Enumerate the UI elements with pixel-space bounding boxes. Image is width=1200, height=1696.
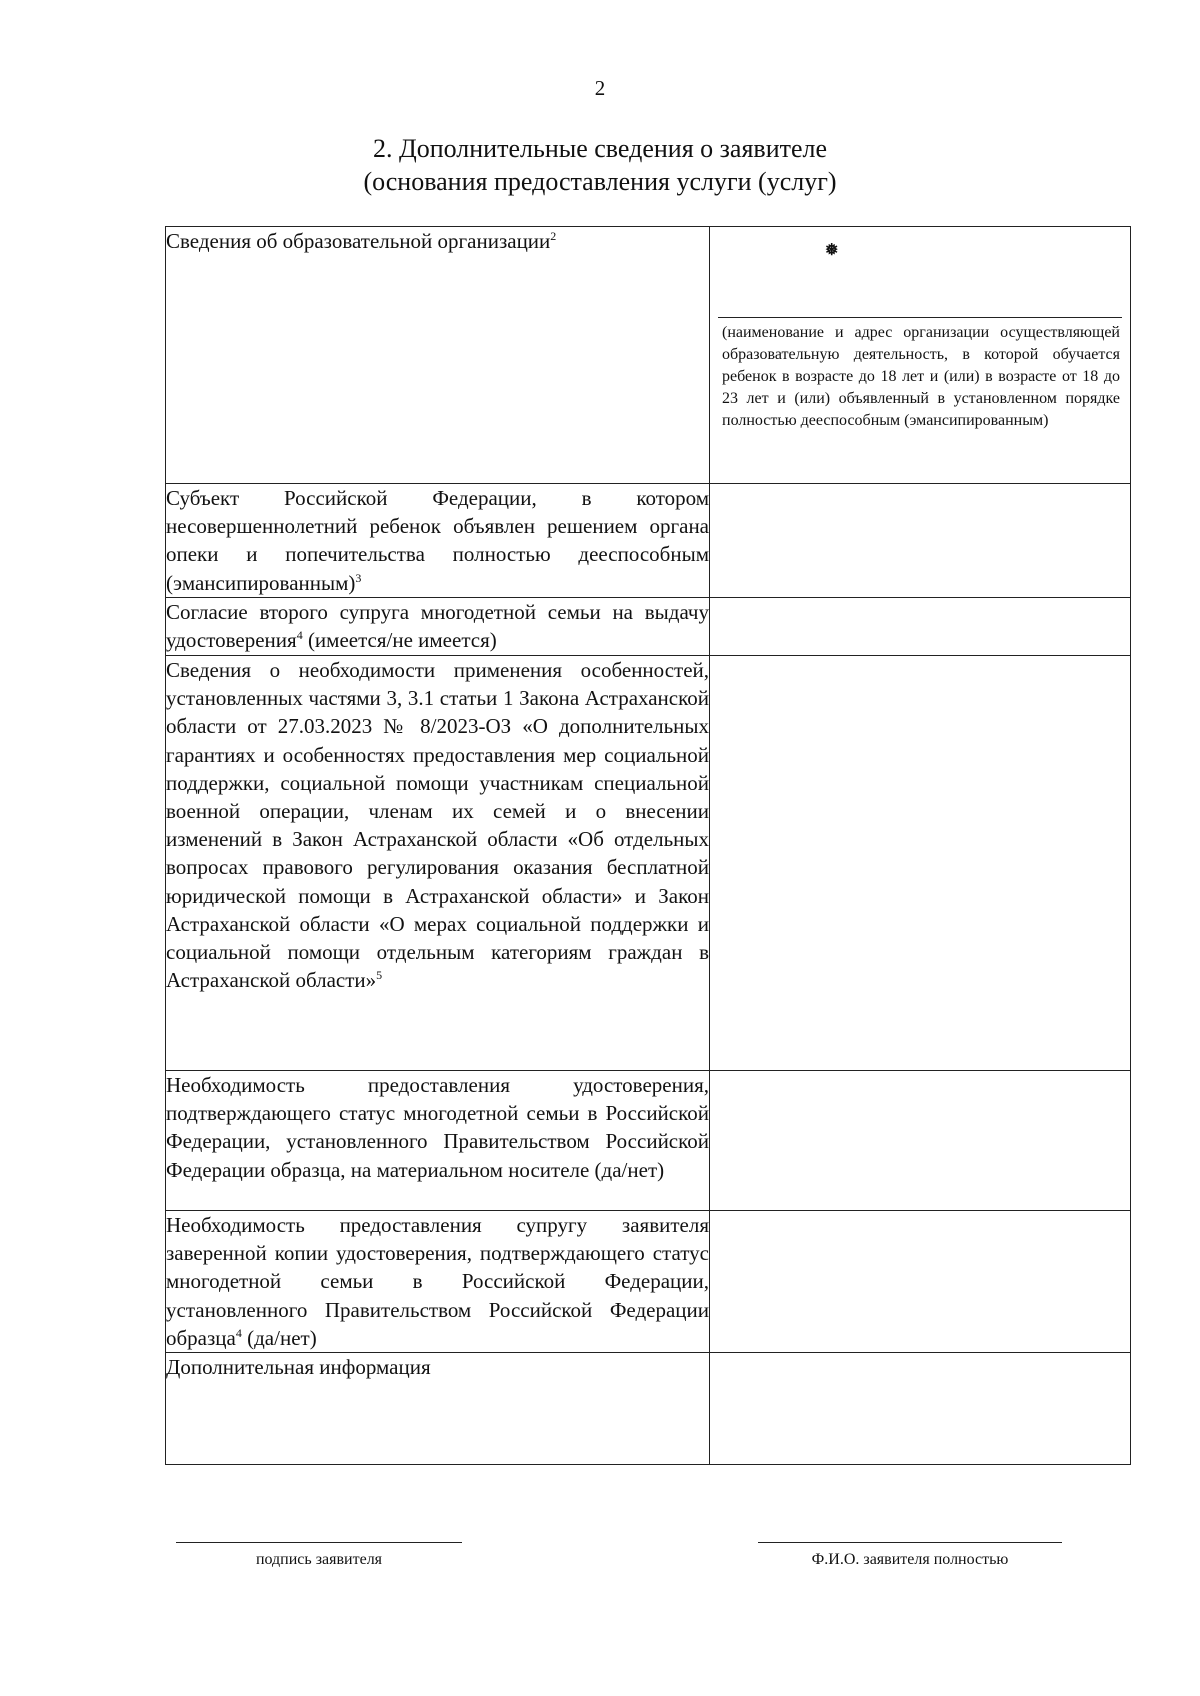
spouse-consent-field[interactable] <box>710 598 1131 656</box>
section-title-line-1: 2. Дополнительные сведения о заявителе <box>372 134 828 163</box>
footnote-ref: 4 <box>296 628 303 643</box>
footnote-ref: 2 <box>550 229 557 243</box>
table-row-emancipation-region <box>166 484 1131 598</box>
emancipation-region-field[interactable] <box>710 484 1131 598</box>
footnote-ref: 4 <box>235 1325 242 1340</box>
applicant-full-name[interactable] <box>758 1542 1062 1569</box>
spouse-copy-field[interactable] <box>710 1211 1131 1353</box>
row-label <box>166 598 710 656</box>
row-label-text: Сведения о необходимости применения особенностей, установленных частями 3, 3.1 статьи 1 Закона Астраханской области от 27.03.2023 № 8/2023-ОЗ «О дополнительных гарантиях и особенностях предоставления мер социальной поддержки, социальной помощи участникам специальной военной операции, членам их семей и о внесении изменений в Закон Астраханской области «Об отдельных вопросах правового регулирования оказания бесплатной юридической помощи в Астраханской области» и Закон Астраханской области «О мерах социальной поддержки и социальной помощи отдельным категориям граждан в Астраханской области» <box>166 658 709 993</box>
page-number: 2 <box>594 76 606 100</box>
applicant-signature[interactable] <box>176 1542 462 1569</box>
row-label <box>166 484 710 598</box>
physical-certificate-field[interactable] <box>710 1071 1131 1211</box>
row-label-text: Субъект Российской Федерации, в котором несовершеннолетний ребенок объявлен решением органа опеки и попечительства полностью дееспособным (эмансипированным) <box>166 486 709 595</box>
signature-caption: подпись заявителя <box>255 1551 383 1568</box>
section-title-line-2: (основания предоставления услуги (услуг) <box>363 167 837 196</box>
row-label-text: Согласие второго супруга многодетной семьи на выдачу удостоверения <box>166 600 709 653</box>
section-title <box>0 132 1200 198</box>
special-features-field[interactable] <box>710 656 1131 1071</box>
row-label <box>166 1071 710 1211</box>
field-hint: (наименование и адрес организации осуществляющей образовательную деятельность, в которой обучается ребенок в возрасте до 18 лет и (или) в возрасте от 18 до 23 лет и (или) объявленный в установленном порядке полностью дееспособным (эмансипированным) <box>722 324 1120 429</box>
fill-in-line <box>718 317 1122 318</box>
row-label-text: Необходимость предоставления удостоверения, подтверждающего статус многодетной семьи в Российской Федерации, установленного Правительством Российской Федерации образца, на материальном носителе (да/нет) <box>166 1073 709 1182</box>
applicant-info-table <box>165 226 1131 1465</box>
footnote-ref: 3 <box>355 570 362 585</box>
row-label <box>166 656 710 1071</box>
row-label-suffix: (да/нет) <box>241 1325 317 1350</box>
row-label <box>166 1353 710 1465</box>
table-row-physical-certificate <box>166 1071 1131 1211</box>
education-org-field[interactable] <box>710 227 1131 484</box>
table-row-spouse-consent <box>166 598 1131 656</box>
row-label-suffix: (имеется/не имеется) <box>302 628 497 653</box>
row-label-text: Сведения об образовательной организации <box>166 229 551 253</box>
handwritten-mark: ❅ <box>825 242 839 259</box>
name-caption: Ф.И.О. заявителя полностью <box>811 1551 1009 1568</box>
row-label <box>166 227 710 484</box>
table-row-special-features <box>166 656 1131 1071</box>
signature-line <box>176 1542 462 1543</box>
table-row-education-org <box>166 227 1131 484</box>
row-label-text: Дополнительная информация <box>166 1355 431 1380</box>
additional-info-field[interactable] <box>710 1353 1131 1465</box>
row-label-text: Необходимость предоставления супругу заявителя заверенной копии удостоверения, подтверждающего статус многодетной семьи в Российской Федерации, установленного Правительством Российской Федерации образца <box>166 1213 709 1350</box>
row-label <box>166 1211 710 1353</box>
table-row-spouse-copy <box>166 1211 1131 1353</box>
table-row-additional-info <box>166 1353 1131 1465</box>
footnote-ref: 5 <box>376 968 383 983</box>
name-line <box>758 1542 1062 1543</box>
